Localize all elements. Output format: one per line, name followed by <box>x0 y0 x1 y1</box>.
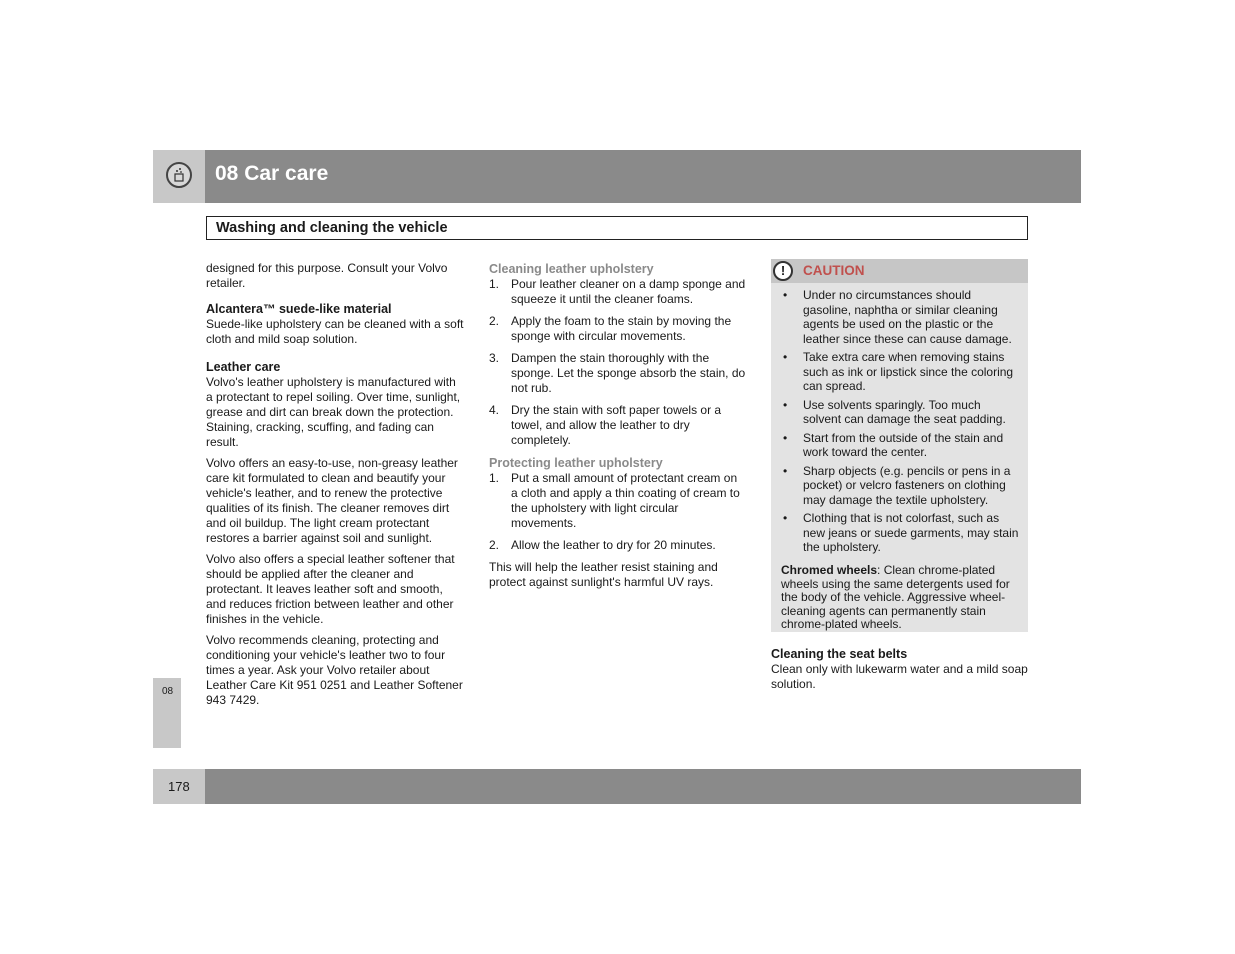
seat-belts-paragraph: Clean only with lukewarm water and a mild soap solution. <box>771 662 1028 691</box>
list-item: 4. Dry the stain with soft paper towels or a towel, and allow the leather to dry completely. <box>489 403 722 447</box>
bullet-icon: • <box>783 350 788 364</box>
section-title: Washing and cleaning the vehicle <box>216 220 448 236</box>
list-item: 1. Put a small amount of protectant cream on a cloth and apply a thin coating of cream to the upholstery with light circular movements. <box>489 471 740 530</box>
caution-box <box>771 259 1028 632</box>
side-tab-label: 08 <box>162 686 174 697</box>
list-item: 3. Dampen the stain thoroughly with the sponge. Let the sponge absorb the stain, do not rub. <box>489 351 746 395</box>
leather-paragraph-4: Volvo recommends cleaning, protecting and conditioning your vehicle's leather two to four times a year. Ask your Volvo retailer about Leather Care Kit 951 0251 and Leather Softener 943 7429. <box>206 633 463 707</box>
protecting-heading: Protecting leather upholstery <box>489 456 663 470</box>
list-item: • Under no circumstances should gasoline, naphtha or similar cleaning agents be used on the plastic or the leather since these can cause damage. <box>783 288 1012 346</box>
bullet-icon: • <box>783 463 788 478</box>
seat-belts-heading: Cleaning the seat belts <box>771 647 908 661</box>
column-3 <box>771 646 1028 698</box>
chromed-wheels-label: Chromed wheels <box>781 563 878 577</box>
cleaning-heading: Cleaning leather upholstery <box>489 262 654 276</box>
bullet-icon: • <box>783 288 788 302</box>
leather-paragraph-1: Volvo's leather upholstery is manufactured with a protectant to repel soiling. Over time, sunlight, grease and dirt can break down the protection. Staining, cracking, scuffing, and fading can result. <box>206 375 461 449</box>
list-item: 2. Allow the leather to dry for 20 minutes. <box>489 538 716 552</box>
section-heading <box>206 216 1028 240</box>
leather-paragraph-3: Volvo also offers a special leather softener that should be applied after the cleaner and protectant. It leaves leather soft and smooth, and reduces friction between leather and other finishes in the vehicle. <box>206 552 455 626</box>
page-number: 178 <box>168 779 190 794</box>
protecting-steps <box>489 471 747 553</box>
chromed-wheels-paragraph: Chromed wheels: Clean chrome-plated wheels using the same detergents used for the body of the vehicle. Aggressive wheel-cleaning agents can permanently stain chrome-plated wheels. <box>781 563 1010 631</box>
result-paragraph: This will help the leather resist staining and protect against sunlight's harmful UV rays. <box>489 560 718 589</box>
alcantara-heading: Alcantera™ suede-like material <box>206 302 392 316</box>
car-care-icon <box>166 162 192 188</box>
list-item: • Clothing that is not colorfast, such as new jeans or suede garments, may stain the upholstery. <box>783 511 1019 554</box>
list-item: • Start from the outside of the stain and work toward the center. <box>783 430 1004 459</box>
list-item: 2. Apply the foam to the stain by moving the sponge with circular movements. <box>489 314 732 343</box>
caution-list <box>781 288 1021 559</box>
column-2 <box>489 261 747 596</box>
column-1 <box>206 261 464 714</box>
list-item: • Sharp objects (e.g. pencils or pens in a pocket) or velcro fasteners on clothing may damage the textile upholstery. <box>783 463 1011 507</box>
leather-paragraph-2: Volvo offers an easy-to-use, non-greasy leather care kit formulated to clean and beautify your vehicle's leather, and to renew the protective qualities of its finish. The cleaner removes dirt and oil buildup. The light cream protectant restores a barrier against soil and sunlight. <box>206 456 458 545</box>
caution-header <box>771 259 1028 283</box>
header-bar <box>205 150 1081 203</box>
alcantara-paragraph: Suede-like upholstery can be cleaned with a soft cloth and mild soap solution. <box>206 317 464 346</box>
caution-exclamation-icon: ! <box>773 261 793 281</box>
caution-title: CAUTION <box>803 263 865 278</box>
bullet-icon: • <box>783 511 788 525</box>
cleaning-steps <box>489 277 747 448</box>
leather-care-heading: Leather care <box>206 360 281 374</box>
list-item: • Take extra care when removing stains such as ink or lipstick since the coloring can spread. <box>783 350 1014 393</box>
list-item: 1. Pour leather cleaner on a damp sponge and squeeze it until the cleaner foams. <box>489 277 746 306</box>
footer-bar <box>205 769 1081 804</box>
list-item: • Use solvents sparingly. Too much solvent can damage the seat padding. <box>783 397 1006 426</box>
bullet-icon: • <box>783 397 788 412</box>
intro-paragraph: designed for this purpose. Consult your Volvo retailer. <box>206 261 448 290</box>
chapter-title: 08 Car care <box>215 162 329 185</box>
chapter-side-tab <box>153 678 181 748</box>
bullet-icon: • <box>783 430 788 445</box>
